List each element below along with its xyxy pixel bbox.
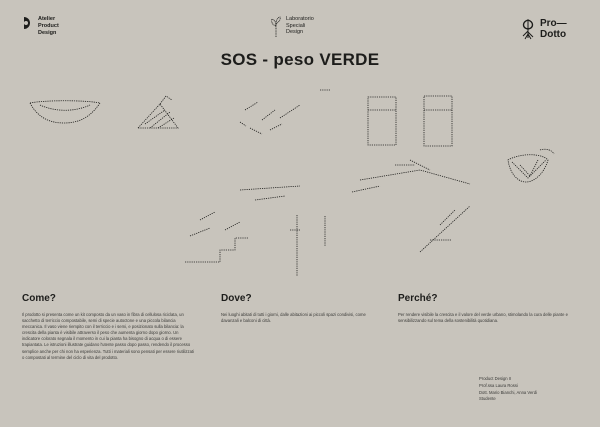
plant-pot-icon xyxy=(508,149,554,182)
section-dove xyxy=(221,293,371,324)
page-title: SOS - peso VERDE xyxy=(220,50,380,69)
lab-line-1: Laboratorio xyxy=(286,16,314,22)
package-box-icon xyxy=(368,96,452,146)
lab-line-3: Design xyxy=(286,29,304,35)
section-dove-heading: Dove? xyxy=(221,293,252,304)
credit-line: Studente xyxy=(479,396,496,402)
school-line-3: Design xyxy=(38,30,57,36)
steps-sketch-icon xyxy=(185,212,248,262)
section-dove-body: Nei luoghi abitati di tutti i giorni, dalle abitazioni ai piccoli spazi condivisi, come davanzali e balconi di città. xyxy=(221,312,366,324)
assembly-sketch-icon xyxy=(240,160,470,200)
scattered-seeds-icon xyxy=(240,90,330,134)
soil-bowl-icon xyxy=(30,101,100,123)
section-perche-body: Per rendere visibile la crescita e il valore del verde urbano, stimolando la cura delle piante e sensibilizzando sul tema della sostenibilità quotidiana. xyxy=(398,312,568,324)
section-perche xyxy=(398,293,578,324)
brand-line-2: Dotto xyxy=(540,29,567,40)
section-come-heading: Come? xyxy=(22,293,56,304)
pillars-sketch-icon xyxy=(290,215,325,276)
credit-line: Dott. Mario Bianchi, Anna Verdi xyxy=(479,389,537,395)
brand-line-1: Pro— xyxy=(540,18,567,29)
lab-line-2: Speciali xyxy=(286,22,306,29)
ramp-sketch-icon xyxy=(420,206,470,252)
credits xyxy=(479,376,579,403)
section-perche-heading: Perché? xyxy=(398,293,438,304)
school-line-1: Atelier xyxy=(38,16,56,22)
seed-pile-icon xyxy=(138,96,178,128)
credit-line: Prof.ssa Laura Rossi xyxy=(479,382,518,388)
section-come xyxy=(22,293,194,361)
section-come-body: Il prodotto si presenta come un kit composto da un vaso in fibra di cellulosa riciclata, un sacchetto di terriccio compostabile, semi di specie autoctone e una piccola bilancia meccanica. Il vaso viene riempito con il terriccio e i semi, e posizionato sulla bilancia: la crescita della pianta è visibile attraverso il peso che aumenta giorno dopo giorno. Un indicatore colorato segnala il momento in cui la pianta ha bisogno di acqua o di essere trapiantata. Le istruzioni illustrate guidano l'utente passo dopo passo, rendendo il processo semplice anche per chi non ha esperienza. Tutti i materiali sono pensati per essere riutilizzati o compostati al termine del ciclo di vita del prodotto. xyxy=(22,312,195,360)
credit-line: Product Design II xyxy=(479,376,512,381)
school-line-2: Product xyxy=(38,23,59,29)
